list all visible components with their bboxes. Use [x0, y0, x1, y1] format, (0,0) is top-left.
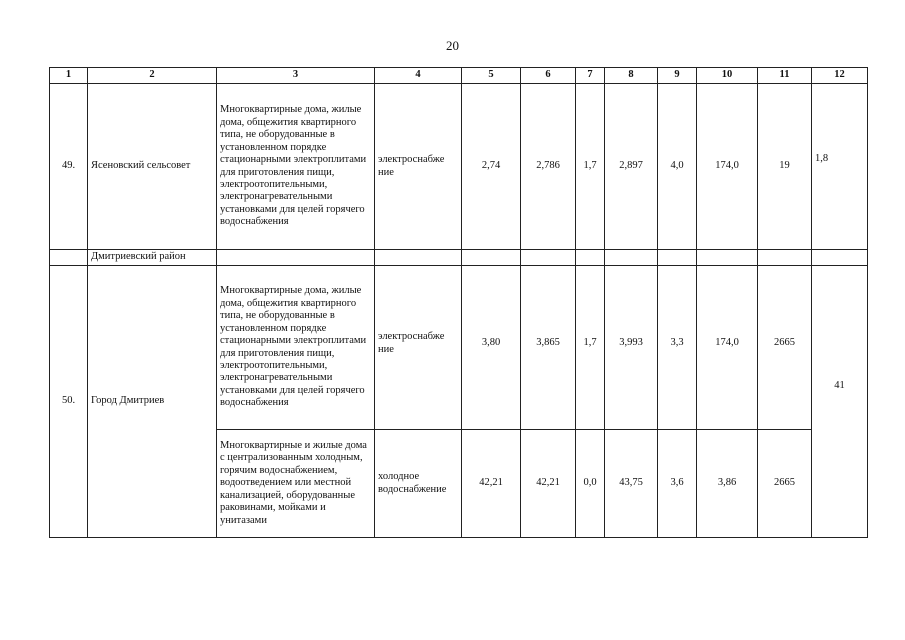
housing-description: Многоквартирные дома, жилые дома, общежития квартирного типа, не оборудованные в установленном порядке стационарными электроплитами для приготовления пищи, электроотопительными, электронагревательными установками для целей горячего водоснабжения [217, 84, 375, 250]
cell-col7: 0,0 [576, 430, 605, 538]
column-number-row [50, 68, 868, 84]
cell-col5: 2,74 [462, 84, 521, 250]
housing-description: Многоквартирные дома, жилые дома, общежития квартирного типа, не оборудованные в установленном порядке стационарными электроплитами для приготовления пищи, электроотопительными, электронагревательными установками для целей горячего водоснабжения [217, 266, 375, 430]
cell-col10: 174,0 [697, 266, 758, 430]
district-name: Дмитриевский район [88, 250, 217, 266]
service-type: электроснабже ние [375, 266, 462, 430]
row-number: 49. [50, 84, 88, 250]
cell-col11: 2665 [758, 266, 812, 430]
cell-col7: 1,7 [576, 84, 605, 250]
cell-col10: 174,0 [697, 84, 758, 250]
cell-col11: 19 [758, 84, 812, 250]
settlement-name: Ясеновский сельсовет [88, 84, 217, 250]
service-type: холодное водоснабжение [375, 430, 462, 538]
page-number: 20 [446, 38, 459, 53]
cell-col7: 1,7 [576, 266, 605, 430]
column-header: 11 [758, 68, 812, 84]
cell-col12: 1,8 [812, 84, 868, 250]
cell-col9: 3,3 [658, 266, 697, 430]
column-header: 8 [605, 68, 658, 84]
table-row-50a [50, 266, 868, 430]
service-type: электроснабже ние [375, 84, 462, 250]
column-header: 2 [88, 68, 217, 84]
table-row-49 [50, 84, 868, 250]
column-header: 6 [521, 68, 576, 84]
housing-description: Многоквартирные и жилые дома с централизованным холодным, горячим водоснабжением, водоотведением или местной канализацией, оборудованные раковинами, мойками и унитазами [217, 430, 375, 538]
cell-col6: 42,21 [521, 430, 576, 538]
column-header: 7 [576, 68, 605, 84]
cell-col5: 42,21 [462, 430, 521, 538]
cell-col8: 2,897 [605, 84, 658, 250]
cell-col9: 4,0 [658, 84, 697, 250]
cell-col5: 3,80 [462, 266, 521, 430]
cell-col8: 43,75 [605, 430, 658, 538]
cell-col10: 3,86 [697, 430, 758, 538]
column-header: 12 [812, 68, 868, 84]
column-header: 9 [658, 68, 697, 84]
column-header: 4 [375, 68, 462, 84]
row-number: 50. [50, 266, 88, 538]
tariff-table [49, 67, 868, 538]
cell-col12: 41 [812, 266, 868, 538]
cell-col8: 3,993 [605, 266, 658, 430]
settlement-name: Город Дмитриев [88, 266, 217, 538]
column-header: 5 [462, 68, 521, 84]
cell-col11: 2665 [758, 430, 812, 538]
cell-col6: 2,786 [521, 84, 576, 250]
column-header: 1 [50, 68, 88, 84]
column-header: 3 [217, 68, 375, 84]
cell-col6: 3,865 [521, 266, 576, 430]
cell-col9: 3,6 [658, 430, 697, 538]
column-header: 10 [697, 68, 758, 84]
district-row [50, 250, 868, 266]
